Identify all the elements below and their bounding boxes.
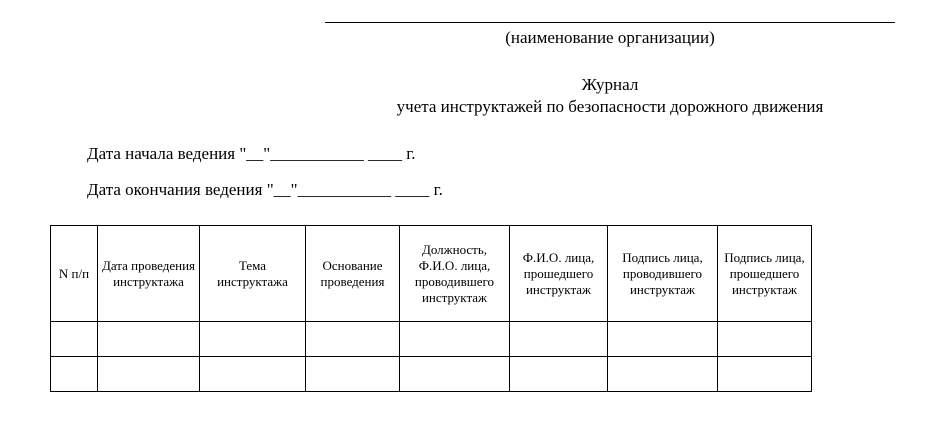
table-cell — [306, 357, 400, 392]
table-cell — [98, 322, 200, 357]
table-cell — [718, 322, 812, 357]
table-header-row — [51, 226, 812, 322]
journal-title-line2: учета инструктажей по безопасности дорожного движения — [396, 97, 824, 116]
table-row — [51, 322, 812, 357]
table-cell — [510, 322, 608, 357]
table-cell — [200, 357, 306, 392]
table-cell — [200, 322, 306, 357]
start-date-line: Дата начала ведения "__"___________ ____ г. — [87, 144, 416, 163]
column-header-instructor: Должность, Ф.И.О. лица, проводившего инструктаж — [400, 226, 510, 322]
column-header-date: Дата проведения инструктажа — [98, 226, 200, 322]
journal-title-line1: Журнал — [581, 75, 639, 94]
organization-name-line — [325, 22, 895, 23]
table-cell — [608, 357, 718, 392]
column-header-topic: Тема инструктажа — [200, 226, 306, 322]
table-cell — [306, 322, 400, 357]
table-cell — [400, 322, 510, 357]
instruction-log-table — [50, 225, 812, 392]
column-header-instructor-signature: Подпись лица, проводившего инструктаж — [608, 226, 718, 322]
table-cell — [98, 357, 200, 392]
column-header-trainee: Ф.И.О. лица, прошедшего инструктаж — [510, 226, 608, 322]
table-row — [51, 357, 812, 392]
table-cell — [400, 357, 510, 392]
column-header-number: N п/п — [51, 226, 98, 322]
table-cell — [51, 322, 98, 357]
column-header-basis: Основание проведения — [306, 226, 400, 322]
journal-title — [325, 74, 895, 118]
table-cell — [718, 357, 812, 392]
organization-caption: (наименование организации) — [505, 28, 715, 47]
table-cell — [608, 322, 718, 357]
end-date-line: Дата окончания ведения "__"___________ ____ г. — [87, 180, 443, 199]
table-cell — [51, 357, 98, 392]
table-cell — [510, 357, 608, 392]
column-header-trainee-signature: Подпись лица, прошедшего инструктаж — [718, 226, 812, 322]
